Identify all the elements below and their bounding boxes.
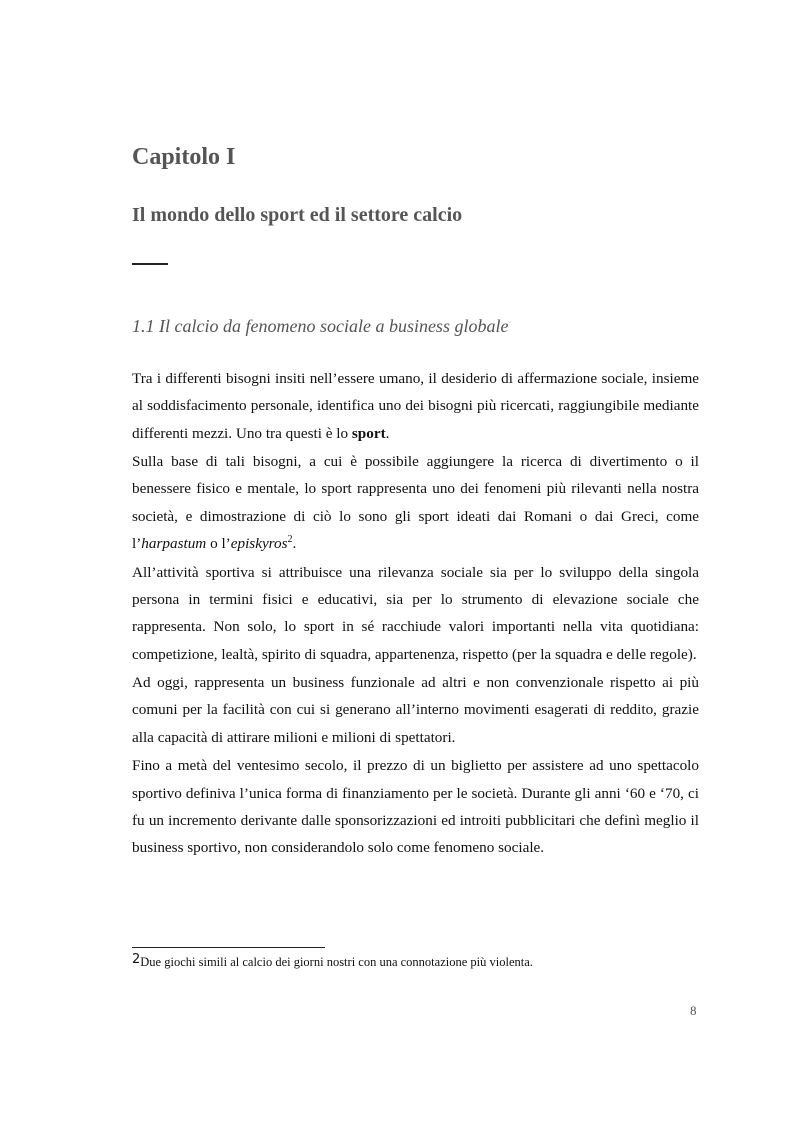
paragraph-1-text: Tra i differenti bisogni insiti nell’essere umano, il desiderio di affermazione sociale, insieme al soddisfacimento personale, identifica uno dei bisogni più ricercati, raggiungibile mediante differenti mezzi. Uno tra questi è lo: [132, 370, 699, 442]
paragraph-3: All’attività sportiva si attribuisce una rilevanza sociale sia per lo sviluppo della singola persona in termini fisici e educativi, sia per lo strumento di elevazione sociale che rappresenta. Non solo, lo sport in sé racchiude valori importanti nella vita quotidiana: competizione, lealtà, spirito di squadra, appartenenza, rispetto (per la squadra e delle regole).: [132, 563, 699, 663]
paragraph-2: [132, 448, 699, 557]
harpastum-term: harpastum: [141, 535, 207, 553]
footnote-text: Due giochi simili al calcio dei giorni nostri con una connotazione più violenta.: [140, 955, 533, 969]
footnote-divider: [132, 947, 325, 948]
paragraph-4: Ad oggi, rappresenta un business funzionale ad altri e non convenzionale rispetto ai più comuni per la facilità con cui si generano all’interno movimenti esagerati di reddito, grazie alla capacità di attirare milioni e milioni di spettatori.: [132, 674, 699, 746]
section-title: 1.1 Il calcio da fenomeno sociale a business globale: [132, 316, 509, 336]
paragraph-2-mid: o l’: [206, 535, 231, 553]
paragraph-1-end: .: [385, 424, 390, 442]
footnote-reference[interactable]: 2: [287, 534, 293, 546]
footnote: [132, 953, 533, 972]
chapter-subtitle: Il mondo dello sport ed il settore calcio: [132, 204, 463, 226]
paragraph-1: [132, 365, 699, 447]
paragraph-5: Fino a metà del ventesimo secolo, il prezzo di un biglietto per assistere ad uno spettacolo sportivo definiva l’unica forma di finanziamento per le società. Durante gli anni ‘60 e ‘70, ci fu un incremento derivante dalle sponsorizzazioni ed introiti pubblicitari che definì meglio il business sportivo, non considerandolo solo come fenomeno sociale.: [132, 757, 699, 857]
footnote-mark: 2: [132, 952, 141, 967]
page-number: 8: [690, 1003, 697, 1018]
body-text: [132, 365, 699, 863]
paragraph-2-text: Sulla base di tali bisogni, a cui è possibile aggiungere la ricerca di divertimento o il benessere fisico e mentale, lo sport rappresenta uno dei fenomeni più rilevanti nella nostra società, e dimostrazione di ciò lo sono gli sport ideati dai Romani o dai Greci, come l’: [132, 453, 699, 553]
chapter-title: Capitolo I: [132, 144, 236, 170]
chapter-divider: [132, 263, 168, 265]
episkyros-term: episkyros: [230, 535, 288, 553]
sport-keyword: sport: [351, 424, 386, 442]
paragraph-2-end: .: [292, 535, 297, 553]
